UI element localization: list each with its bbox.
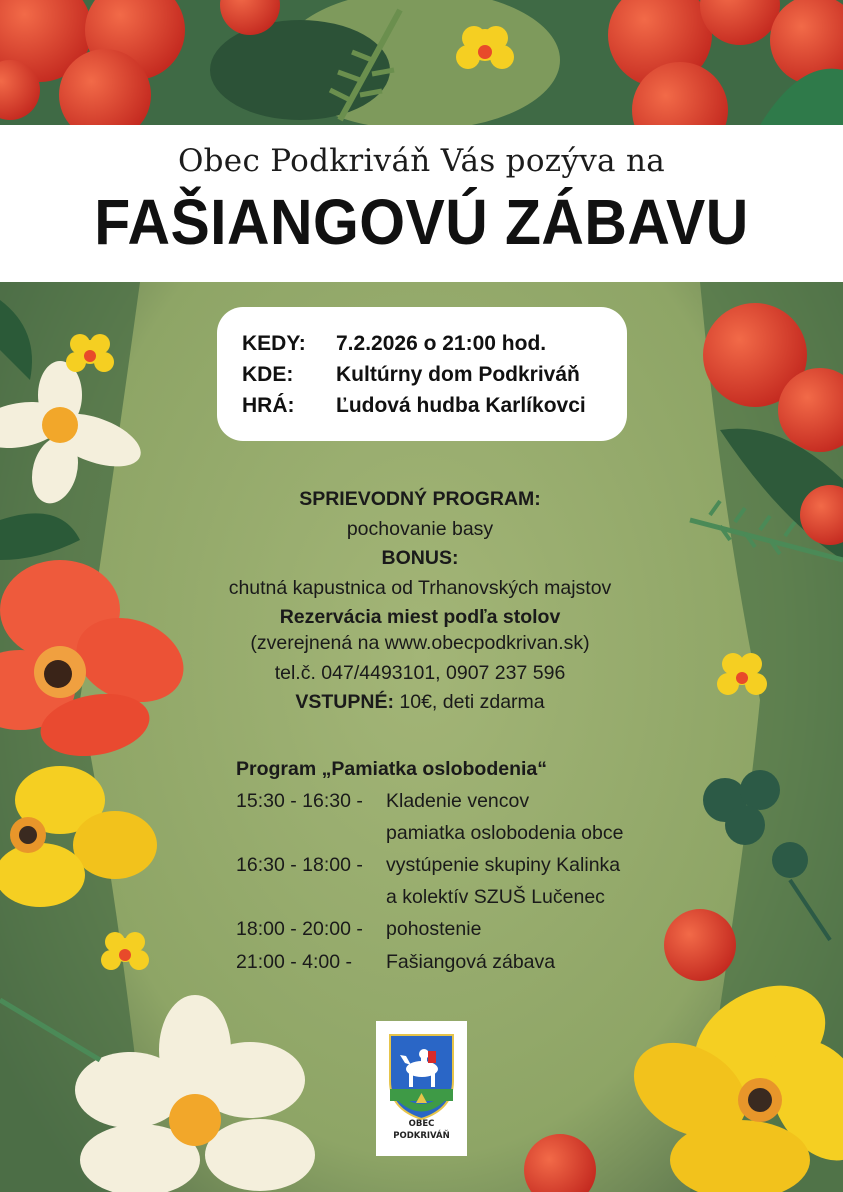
crest-name-line1: OBEC — [408, 1119, 435, 1129]
schedule-time: 16:30 - 18:00 - — [236, 854, 363, 876]
schedule-time: 21:00 - 4:00 - — [236, 951, 352, 973]
schedule-time: 15:30 - 16:30 - — [236, 790, 363, 812]
schedule-row — [236, 822, 623, 845]
info-label: KDE: — [242, 363, 294, 386]
schedule-row — [236, 918, 481, 941]
info-label: KEDY: — [242, 332, 306, 355]
reservation-note: (zverejnená na www.obecpodkrivan.sk) — [250, 632, 590, 654]
schedule-text: vystúpenie skupiny Kalinka — [386, 854, 621, 876]
schedule-text: pamiatka oslobodenia obce — [386, 822, 624, 844]
info-row-when — [242, 332, 546, 356]
schedule-heading: Program „Pamiatka oslobodenia“ — [236, 758, 548, 780]
bonus-heading: BONUS: — [381, 547, 459, 569]
bonus-item: chutná kapustnica od Trhanovských majstov — [228, 577, 612, 599]
schedule-text: a kolektív SZUŠ Lučenec — [386, 886, 605, 908]
info-value: Ľudová hudba Karlíkovci — [336, 394, 586, 417]
schedule-row — [236, 886, 605, 909]
info-value: Kultúrny dom Podkriváň — [336, 363, 580, 386]
info-value: 7.2.2026 o 21:00 hod. — [336, 332, 547, 355]
admission-value: 10€, deti zdarma — [393, 691, 545, 713]
info-label: HRÁ: — [242, 394, 295, 417]
schedule-row — [236, 854, 620, 877]
village-crest-card — [376, 1021, 467, 1156]
companion-program-item: pochovanie basy — [346, 518, 494, 540]
admission-label: VSTUPNÉ: — [295, 691, 394, 713]
schedule-text: Kladenie vencov — [386, 790, 530, 812]
info-row-band — [242, 394, 586, 418]
header-band — [0, 125, 843, 282]
phone-contact: tel.č. 047/4493101, 0907 237 596 — [274, 662, 566, 684]
schedule-row — [236, 951, 555, 974]
info-row-where — [242, 363, 580, 387]
invitation-line: Obec Podkriváň Vás pozýva na — [177, 143, 666, 179]
schedule-text: Fašiangová zábava — [386, 951, 556, 973]
schedule-time: 18:00 - 20:00 - — [236, 918, 363, 940]
crest-name-line2: PODKRIVÁŇ — [393, 1131, 450, 1141]
schedule-text: pohostenie — [386, 918, 482, 940]
coat-of-arms-icon — [376, 1029, 467, 1124]
admission — [150, 691, 690, 714]
schedule-row — [236, 790, 529, 813]
event-info-box — [217, 307, 627, 441]
reservation-heading: Rezervácia miest podľa stolov — [279, 606, 561, 628]
event-title: FAŠIANGOVÚ ZÁBAVU — [94, 186, 749, 258]
companion-program-heading: SPRIEVODNÝ PROGRAM: — [299, 488, 541, 510]
